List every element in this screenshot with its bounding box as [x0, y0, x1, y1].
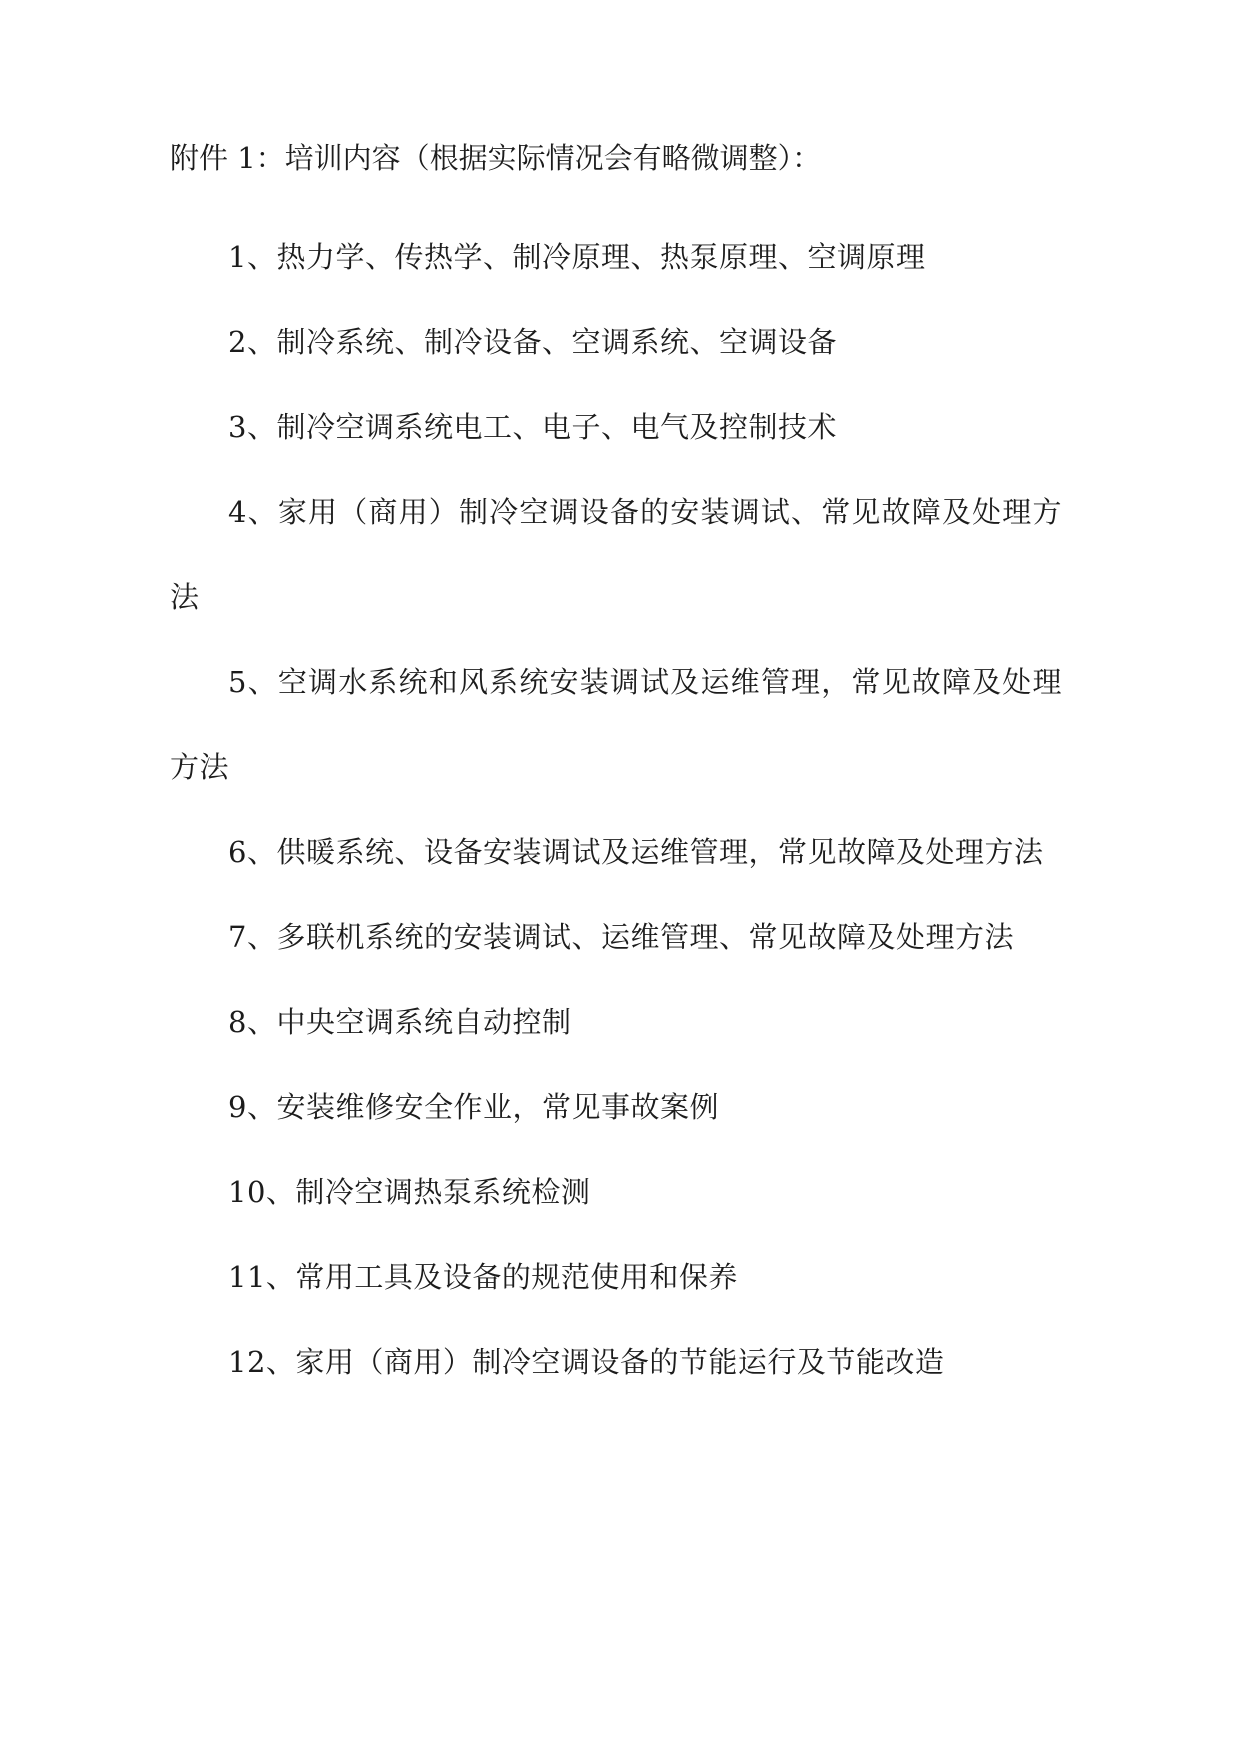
list-item: 1、热力学、传热学、制冷原理、热泵原理、空调原理: [228, 240, 926, 274]
page-title: 附件 1：培训内容（根据实际情况会有略微调整）：: [170, 141, 822, 175]
list-item: 3、制冷空调系统电工、电子、电气及控制技术: [228, 410, 837, 444]
list-item: 10、制冷空调热泵系统检测: [228, 1175, 591, 1209]
list-item: 2、制冷系统、制冷设备、空调系统、空调设备: [228, 325, 837, 359]
list-item: 7、多联机系统的安装调试、运维管理、常见故障及处理方法: [228, 920, 1014, 954]
list-item: 4、家用（商用）制冷空调设备的安装调试、常见故障及处理方法: [170, 495, 1062, 614]
list-item: 12、家用（商用）制冷空调设备的节能运行及节能改造: [228, 1345, 945, 1379]
list-item: 6、供暖系统、设备安装调试及运维管理，常见故障及处理方法: [228, 835, 1044, 869]
list-item: 11、常用工具及设备的规范使用和保养: [228, 1260, 738, 1294]
list-item: 5、空调水系统和风系统安装调试及运维管理，常见故障及处理方法: [170, 665, 1062, 784]
list-item: 8、中央空调系统自动控制: [228, 1005, 572, 1039]
list-item: 9、安装维修安全作业，常见事故案例: [228, 1090, 719, 1124]
